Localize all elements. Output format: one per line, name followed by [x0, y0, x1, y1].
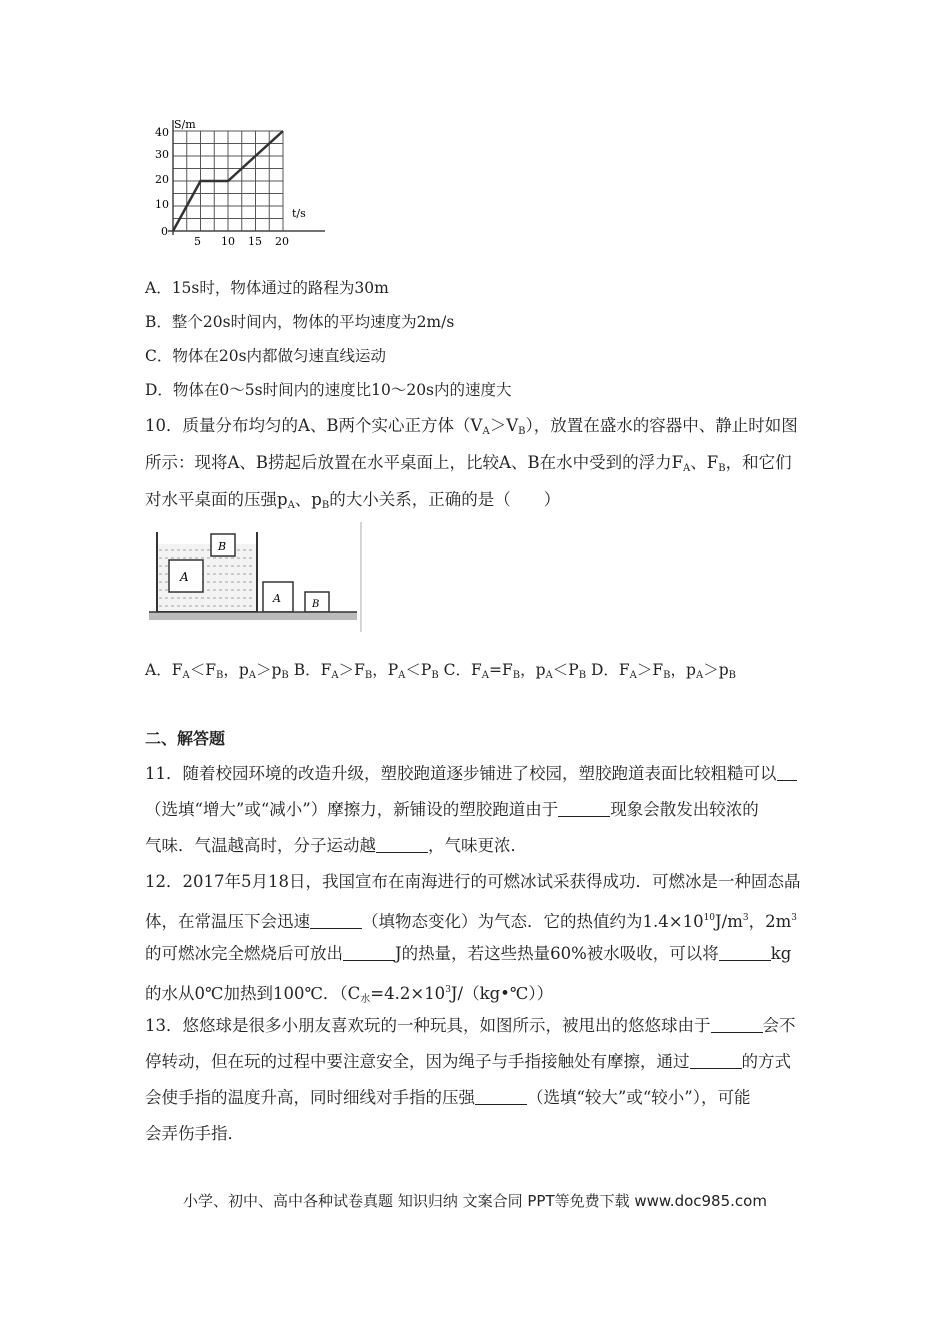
- cube-a-label: A: [180, 570, 189, 584]
- q11-line-1: 11．随着校园环境的改造升级，塑胶跑道逐步铺进了校园，塑胶跑道表面比较粗糙可以: [145, 764, 797, 784]
- q10-options: A．$F_A<F_B$，$p_A>p_B$ B．$F_A>F_B$，$P_A<P_B$ C．$F_A=F_B$，$p_A<P_B$ D．$F_A>F_B$，$p_A>p_B$: [145, 661, 736, 681]
- q13-blank-1[interactable]: [711, 1018, 763, 1033]
- q11-line-3: 气味．气温越高时，分子运动越 ，气味更浓．: [145, 836, 527, 855]
- q11-line-2: （选填“增大”或“减小”）摩擦力，新铺设的塑胶跑道由于 现象会散发出较浓的: [145, 800, 759, 819]
- footer-text: 小学、初中、高中各种试卷真题 知识归纳 文案合同 PPT等免费下载 www.doc985.com: [183, 1192, 767, 1210]
- y-tick-label: 10: [155, 198, 169, 211]
- q12-line-3: 的可燃冰完全燃烧后可放出 J的热量，若这些热量60%被水吸收，可以将 kg: [145, 944, 792, 963]
- y-tick-label: 20: [155, 173, 169, 186]
- q11-blank-2[interactable]: [558, 802, 610, 817]
- table-surface: [149, 612, 357, 620]
- q10-line-2: 所示：现将A、B捞起后放置在水平桌面上，比较A、B在水中受到的浮力$F_A$、$F_B$，和它们: [145, 453, 792, 474]
- q13-line-2: 停转动，但在玩的过程中要注意安全，因为绳子与手指接触处有摩擦，通过 的方式: [145, 1052, 791, 1071]
- q13-blank-3[interactable]: [475, 1090, 527, 1105]
- x-tick-label: 5: [194, 235, 201, 248]
- distance-time-graph: [140, 112, 335, 250]
- q12-line-2: 体，在常温压下会迅速 （填物态变化）为气态．它的热值约为$1.4\times 10^{10}J/m^3$，$2m^3$: [145, 912, 797, 931]
- x-axis-label: t/s: [292, 207, 306, 220]
- q9-option-d: D．物体在0～5s时间内的速度比10～20s内的速度大: [145, 381, 512, 399]
- q13-line-1: 13．悠悠球是很多小朋友喜欢玩的一种玩具，如图所示，被甩出的悠悠球由于 会不: [145, 1016, 796, 1035]
- q9-option-b: B．整个20s时间内，物体的平均速度为2m/s: [145, 313, 455, 331]
- cube-b-label: B: [218, 540, 227, 553]
- y-tick-label: 40: [155, 126, 169, 139]
- buoyancy-figure: [145, 518, 365, 636]
- q12-blank-1[interactable]: [310, 914, 362, 929]
- y-tick-label: 30: [155, 148, 169, 161]
- q11-blank-1[interactable]: [777, 766, 797, 781]
- cube-a-table-label: A: [273, 592, 281, 605]
- q11-blank-3[interactable]: [376, 838, 428, 853]
- x-tick-label: 10: [221, 235, 235, 248]
- x-tick-label: 20: [275, 235, 289, 248]
- q12-blank-3[interactable]: [719, 946, 771, 961]
- q12-line-1: 12．2017年5月18日，我国宣布在南海进行的可燃冰试采获得成功．可燃冰是一种固态晶: [145, 872, 801, 891]
- q12-blank-2[interactable]: [343, 946, 395, 961]
- q9-option-a: A．15s时，物体通过的路程为30m: [145, 279, 389, 297]
- q9-option-c: C．物体在20s内都做匀速直线运动: [145, 347, 387, 365]
- q13-line-4: 会弄伤手指．: [145, 1124, 244, 1143]
- q12-line-4: 的水从0℃加热到100℃．$(C_水=4.2\times 10^3J/(kg•℃))$: [145, 984, 554, 1005]
- origin-label: 0: [161, 225, 168, 238]
- q13-line-3: 会使手指的温度升高，同时细线对手指的压强 （选填“较大”或“较小”），可能: [145, 1088, 751, 1107]
- q13-blank-2[interactable]: [690, 1054, 742, 1069]
- q10-line-1: 10．质量分布均匀的A、B两个实心正方体$(V_A>V_B)$，放置在盛水的容器中、静止时如图: [145, 416, 798, 437]
- q10-line-3: 对水平桌面的压强$p_A$、$p_B$的大小关系，正确的是（ ）: [145, 490, 561, 511]
- cube-b-table-label: B: [312, 599, 320, 610]
- x-tick-label: 15: [248, 235, 262, 248]
- y-axis-label: S/m: [174, 118, 196, 131]
- section-heading: 二、解答题: [145, 729, 226, 748]
